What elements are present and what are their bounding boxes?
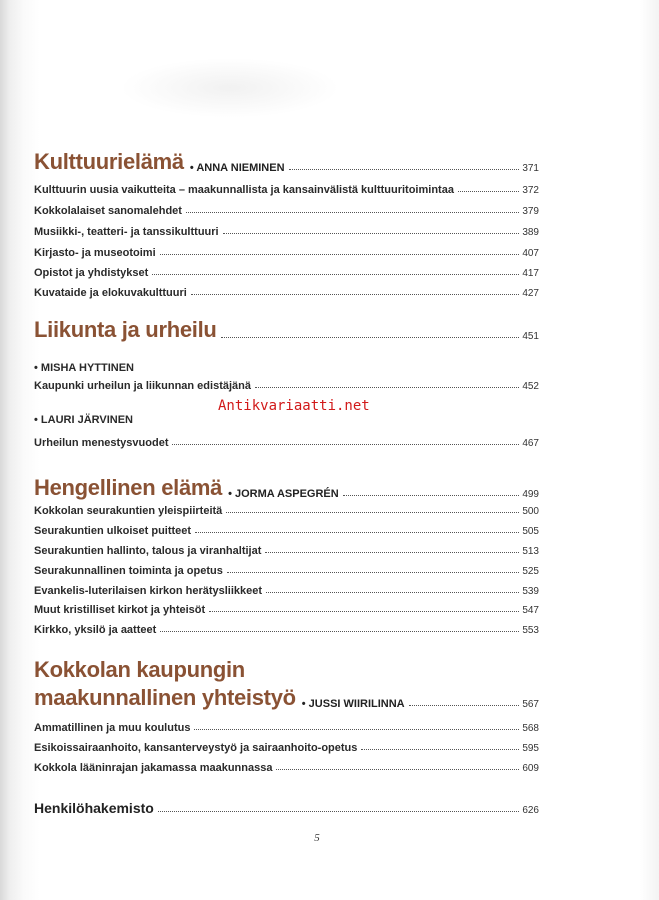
- section-heading-liikunta: [34, 318, 539, 342]
- page-number: 372: [522, 185, 539, 196]
- section-title: Kulttuurielämä: [34, 149, 184, 174]
- entry-label: Kulttuurin uusia vaikutteita – maakunnallista ja kansainvälistä kulttuuritoimintaa: [34, 184, 454, 196]
- toc-entry: [34, 722, 539, 734]
- page-number: 525: [522, 566, 539, 577]
- toc-entry: [34, 545, 539, 557]
- dot-leader: [227, 572, 519, 573]
- entry-label: Esikoissairaanhoito, kansanterveystyö ja sairaanhoito-opetus: [34, 742, 358, 754]
- section-author: • JORMA ASPEGRÉN: [228, 488, 339, 500]
- page-number: 451: [522, 331, 539, 342]
- section-title: Kokkolan kaupungin: [34, 657, 245, 682]
- entry-label: Opistot ja yhdistykset: [34, 267, 149, 279]
- page-number: 407: [522, 248, 539, 259]
- index-label: Henkilöhakemisto: [34, 800, 154, 816]
- page-number: 467: [522, 438, 539, 449]
- bleed-through-shadow: [120, 58, 340, 118]
- dot-leader: [223, 233, 520, 234]
- toc-entry: [34, 585, 539, 597]
- page-number: 567: [522, 699, 539, 710]
- dot-leader: [194, 729, 519, 730]
- entry-label: Kuvataide ja elokuvakulttuuri: [34, 287, 187, 299]
- dot-leader: [255, 387, 519, 388]
- page-number: 371: [522, 163, 539, 174]
- entry-label: Seurakuntien ulkoiset puitteet: [34, 525, 192, 537]
- dot-leader: [186, 212, 519, 213]
- entry-label: Ammatillinen ja muu koulutus: [34, 722, 191, 734]
- dot-leader: [265, 552, 519, 553]
- toc-entry: [34, 604, 539, 616]
- page-number: 505: [522, 526, 539, 537]
- entry-author: • LAURI JÄRVINEN: [34, 414, 133, 426]
- dot-leader: [266, 592, 519, 593]
- folio-page-number: 5: [314, 832, 320, 844]
- toc-entry: [34, 205, 539, 217]
- dot-leader: [158, 811, 519, 812]
- section-heading-hengellinen: [34, 476, 539, 500]
- section-title: Hengellinen elämä: [34, 475, 223, 500]
- toc-entry: [34, 505, 539, 517]
- page-number: 452: [522, 381, 539, 392]
- page-number: 500: [522, 506, 539, 517]
- toc-entry: [34, 380, 539, 392]
- dot-leader: [160, 631, 519, 632]
- toc-entry: [34, 247, 539, 259]
- toc-entry: [34, 287, 539, 299]
- toc-entry: [34, 565, 539, 577]
- entry-label: Musiikki-, teatteri- ja tanssikulttuuri: [34, 226, 219, 238]
- dot-leader: [160, 254, 520, 255]
- entry-label: Seurakunnallinen toiminta ja opetus: [34, 565, 223, 577]
- page-number: 539: [522, 586, 539, 597]
- page-number: 499: [522, 489, 539, 500]
- page-number: 568: [522, 723, 539, 734]
- section-author: • JUSSI WIIRILINNA: [301, 698, 405, 710]
- toc-entry: [34, 184, 539, 196]
- toc-entry: [34, 742, 539, 754]
- dot-leader: [361, 749, 519, 750]
- entry-author: • MISHA HYTTINEN: [34, 362, 134, 374]
- page-number: 379: [522, 206, 539, 217]
- page-number: 547: [522, 605, 539, 616]
- entry-label: Kokkola lääninrajan jakamassa maakunnassa: [34, 762, 273, 774]
- dot-leader: [191, 294, 519, 295]
- dot-leader: [289, 169, 520, 170]
- dot-leader: [221, 337, 520, 338]
- entry-label: Muut kristilliset kirkot ja yhteisöt: [34, 604, 206, 616]
- page-number: 595: [522, 743, 539, 754]
- dot-leader: [209, 611, 519, 612]
- section-title: maakunnallinen yhteistyö: [34, 685, 296, 710]
- entry-label: Kirjasto- ja museotoimi: [34, 247, 156, 259]
- section-heading-kokkola-line2: [34, 686, 539, 710]
- page-number: 513: [522, 546, 539, 557]
- dot-leader: [152, 274, 519, 275]
- toc-entry: [34, 267, 539, 279]
- section-heading-kokkola-line1: [34, 658, 539, 682]
- toc-entry: [34, 437, 539, 449]
- toc-entry: [34, 525, 539, 537]
- entry-label: Evankelis-luterilaisen kirkon herätysliikkeet: [34, 585, 263, 597]
- dot-leader: [195, 532, 519, 533]
- index-entry: [34, 800, 539, 816]
- entry-label: Seurakuntien hallinto, talous ja viranhaltijat: [34, 545, 262, 557]
- page-number: 626: [522, 805, 539, 816]
- dot-leader: [276, 769, 519, 770]
- section-title: Liikunta ja urheilu: [34, 317, 217, 342]
- page-number: 609: [522, 763, 539, 774]
- toc-entry: [34, 762, 539, 774]
- watermark: Antikvariaatti.net: [218, 398, 370, 414]
- dot-leader: [458, 191, 519, 192]
- toc-entry: [34, 226, 539, 238]
- entry-label: Kaupunki urheilun ja liikunnan edistäjänä: [34, 380, 251, 392]
- toc-entry: [34, 624, 539, 636]
- section-heading-kulttuurielama: [34, 150, 539, 174]
- page-number: 553: [522, 625, 539, 636]
- page-number: 389: [522, 227, 539, 238]
- section-author: • ANNA NIEMINEN: [189, 162, 285, 174]
- page-number: 427: [522, 288, 539, 299]
- dot-leader: [343, 495, 520, 496]
- page-number: 417: [522, 268, 539, 279]
- dot-leader: [409, 705, 520, 706]
- entry-label: Kirkko, yksilö ja aatteet: [34, 624, 157, 636]
- entry-label: Kokkolalaiset sanomalehdet: [34, 205, 182, 217]
- entry-label: Kokkolan seurakuntien yleispiirteitä: [34, 505, 223, 517]
- dot-leader: [172, 444, 519, 445]
- entry-label: Urheilun menestysvuodet: [34, 437, 169, 449]
- dot-leader: [226, 512, 519, 513]
